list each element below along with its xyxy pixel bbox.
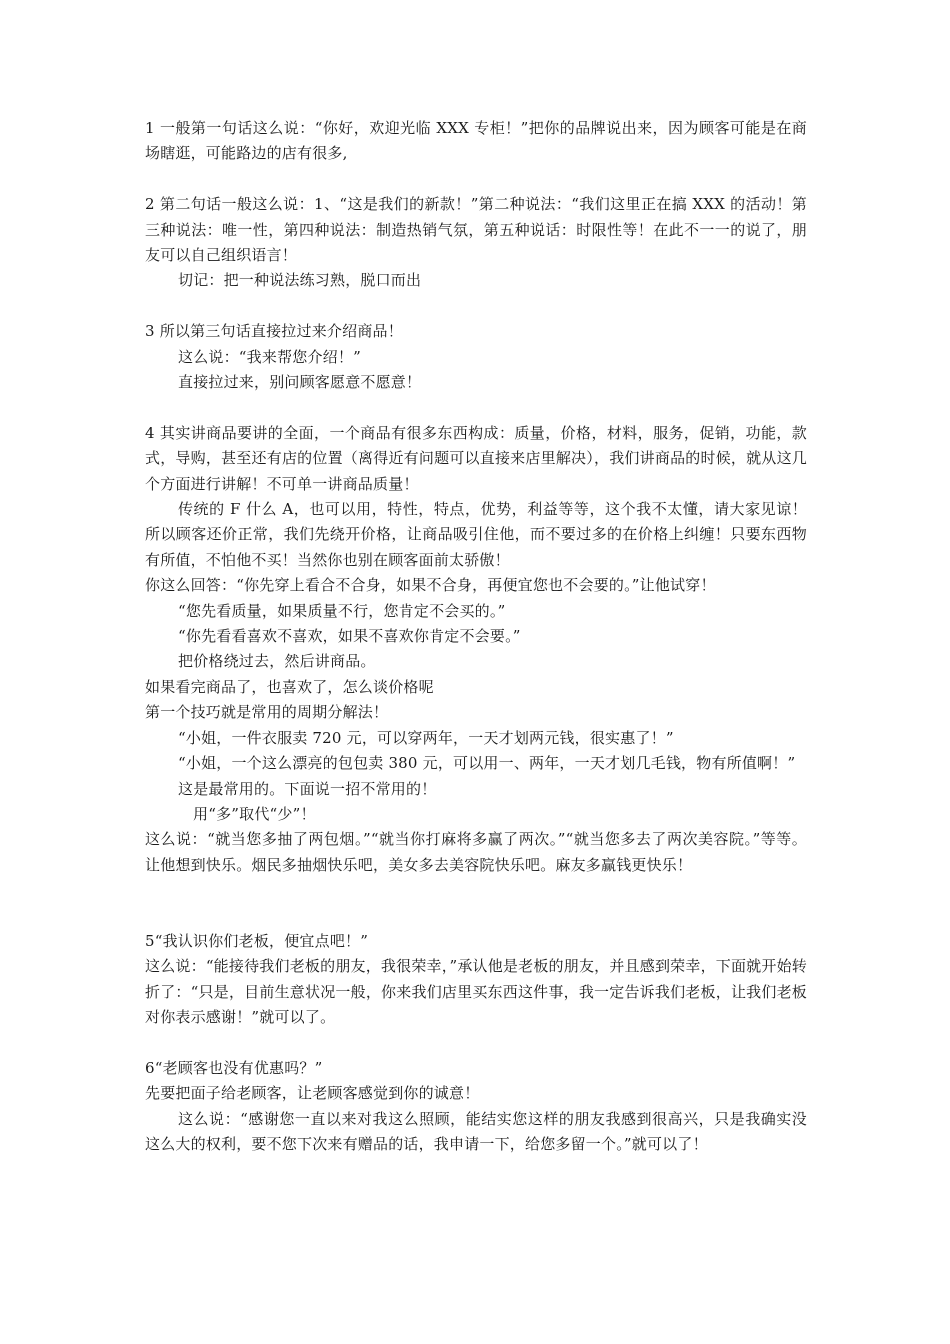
- section-4-quote: “您先看质量，如果质量不行，您肯定不会买的。”: [178, 601, 506, 620]
- section-5-heading: 5“我认识你们老板，便宜点吧！”: [145, 931, 369, 950]
- paragraph-spacer: [145, 1031, 807, 1056]
- section-3-heading: 3 所以第三句话直接拉过来介绍商品！: [145, 322, 403, 341]
- section-4-quote: “你先看看喜欢不喜欢，如果不喜欢你肯定不会要。”: [178, 627, 521, 646]
- section-4-line: 第一个技巧就是常用的周期分解法！: [145, 703, 389, 722]
- section-4-line: 如果看完商品了，也喜欢了，怎么谈价格呢: [145, 677, 434, 696]
- section-2-note: 切记：把一种说法练习熟，脱口而出: [178, 271, 422, 290]
- paragraph-spacer: [145, 294, 807, 319]
- section-4-quote: “小姐，一个这么漂亮的包包卖 380 元，可以用一、两年，一天才划几毛钱，物有所值啊！”: [178, 754, 796, 773]
- document-body: [145, 116, 807, 1158]
- section-4-line: 用“多”取代“少”！: [193, 804, 316, 823]
- section-4-line: 这是最常用的。下面说一招不常用的！: [178, 779, 437, 798]
- section-3-line: 直接拉过来，别问顾客愿意不愿意！: [178, 373, 422, 392]
- paragraph-spacer: [145, 878, 807, 929]
- section-5-paragraph: 这么说：“能接待我们老板的朋友，我很荣幸，”承认他是老板的朋友，并且感到荣幸，下面就开始转折了：“只是，目前生意状况一般，你来我们店里买东西这件事，我一定告诉我们老板，让我们老板对你表示感谢！”就可以了。: [145, 957, 807, 1027]
- section-4-paragraph: 这么说：“就当您多抽了两包烟。”“就当你打麻将多赢了两次。”“就当您多去了两次美容院。”等等。让他想到快乐。烟民多抽烟快乐吧，美女多去美容院快乐吧。麻友多赢钱更快乐！: [145, 830, 807, 874]
- section-4-quote: “小姐，一件衣服卖 720 元，可以穿两年，一天才划两元钱，很实惠了！”: [178, 728, 674, 747]
- section-1-paragraph: 1 一般第一句话这么说：“你好，欢迎光临 XXX 专柜！”把你的品牌说出来，因为顾客可能是在商场瞎逛，可能路边的店有很多,: [145, 119, 807, 163]
- section-6-heading: 6“老顾客也没有优惠吗？”: [145, 1058, 323, 1077]
- paragraph-spacer: [145, 395, 807, 420]
- section-4-paragraph: 4 其实讲商品要讲的全面，一个商品有很多东西构成：质量，价格，材料，服务，促销，功能，款式，导购，甚至还有店的位置（离得近有问题可以直接来店里解决），我们讲商品的时候，就从这几个方面进行讲解！不可单一讲商品质量！: [145, 423, 807, 493]
- section-4-line: 你这么回答：“你先穿上看合不合身，如果不合身，再便宜您也不会要的。”让他试穿！: [145, 576, 716, 595]
- section-4-line: 把价格绕过去，然后讲商品。: [178, 652, 376, 671]
- section-6-paragraph: 这么说：“感谢您一直以来对我这么照顾，能结实您这样的朋友我感到很高兴，只是我确实没这么大的权利，要不您下次来有赠品的话，我申请一下，给您多留一个。”就可以了！: [145, 1109, 807, 1154]
- section-4-paragraph: 传统的 F 什么 A，也可以用，特性，特点，优势，利益等等，这个我不太懂，请大家见谅！所以顾客还价正常，我们先绕开价格，让商品吸引住他，而不要过多的在价格上纠缠！只要东西物有所值，不怕他不买！当然你也别在顾客面前太骄傲！: [145, 500, 807, 569]
- section-3-line: 这么说：“我来帮您介绍！”: [178, 347, 361, 366]
- paragraph-spacer: [145, 167, 807, 192]
- section-2-paragraph: 2 第二句话一般这么说：1、“这是我们的新款！”第二种说法：“我们这里正在搞 XXX 的活动！第三种说法：唯一性，第四种说法：制造热销气氛，第五种说话：时限性等！在此不一一的说了，朋友可以自己组织语言！: [145, 195, 807, 265]
- section-6-line: 先要把面子给老顾客，让老顾客感觉到你的诚意！: [145, 1084, 480, 1103]
